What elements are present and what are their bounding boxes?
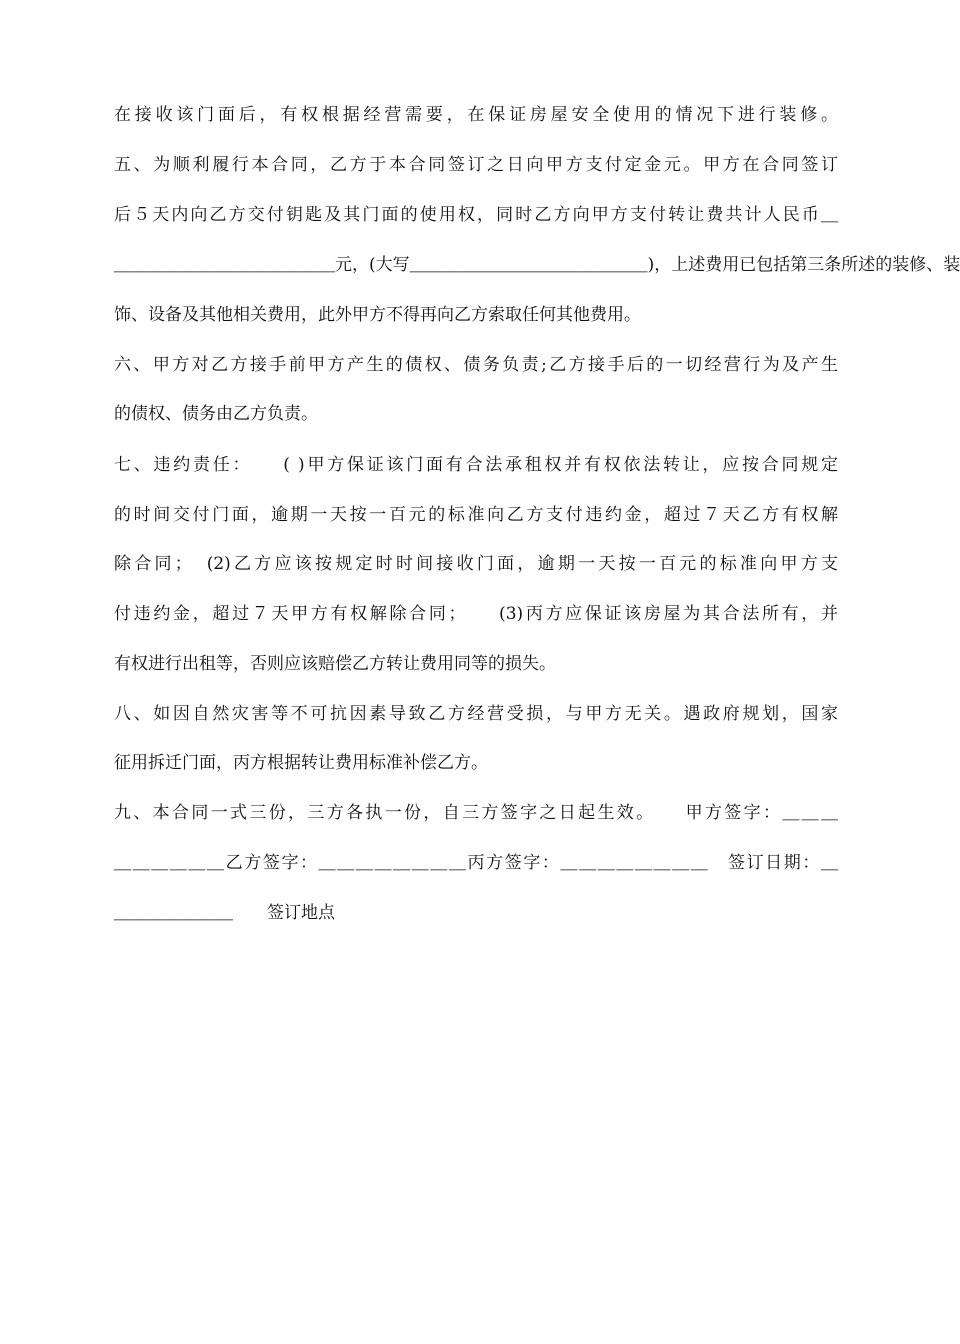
text-line-1: 在接收该门面后，有权根据经营需要，在保证房屋安全使用的情况下进行装修。 [114,105,838,125]
text-line-12: 有权进行出租等，否则应该赔偿乙方转让费用同等的损失。 [114,654,556,674]
text-line-9: 的时间交付门面，逾期一天按一百元的标准向乙方支付违约金，超过７天乙方有权解 [114,505,838,525]
text-line-6: 六、甲方对乙方接手前甲方产生的债权、债务负责;乙方接手后的一切经营行为及产生 [114,355,838,375]
text-line-13: 八、如因自然灾害等不可抗因素导致乙方经营受损，与甲方无关。遇政府规划，国家 [114,704,838,724]
text-line-10: 除合同； (2)乙方应该按规定时时间接收门面，逾期一天按一百元的标准向甲方支 [114,554,838,574]
text-line-4: ＿＿＿＿＿＿＿＿＿＿＿＿＿元，(大写＿＿＿＿＿＿＿＿＿＿＿＿＿＿)，上述费用已包括第三条所述的装修、装 [114,255,960,275]
text-line-7: 的债权、债务由乙方负责。 [114,404,318,424]
text-line-15: 九、本合同一式三份，三方各执一份，自三方签字之日起生效。 甲方签字：＿＿＿ [114,803,838,823]
text-line-17: ＿＿＿＿＿＿＿ 签订地点 [114,903,335,923]
text-line-5: 饰、设备及其他相关费用，此外甲方不得再向乙方索取任何其他费用。 [114,305,641,325]
text-line-14: 征用拆迁门面，丙方根据转让费用标准补偿乙方。 [114,753,488,773]
text-line-8: 七、违约责任： ( )甲方保证该门面有合法承租权并有权依法转让，应按合同规定 [114,455,838,475]
text-line-11: 付违约金，超过７天甲方有权解除合同； (3)丙方应保证该房屋为其合法所有，并 [114,604,838,624]
text-line-16: ＿＿＿＿＿＿乙方签字：＿＿＿＿＿＿＿＿丙方签字：＿＿＿＿＿＿＿＿ 签订日期：＿ [114,853,838,873]
text-line-3: 后５天内向乙方交付钥匙及其门面的使用权，同时乙方向甲方支付转让费共计人民币＿ [114,205,838,225]
text-line-2: 五、为顺利履行本合同，乙方于本合同签订之日向甲方支付定金元。甲方在合同签订 [114,155,838,175]
